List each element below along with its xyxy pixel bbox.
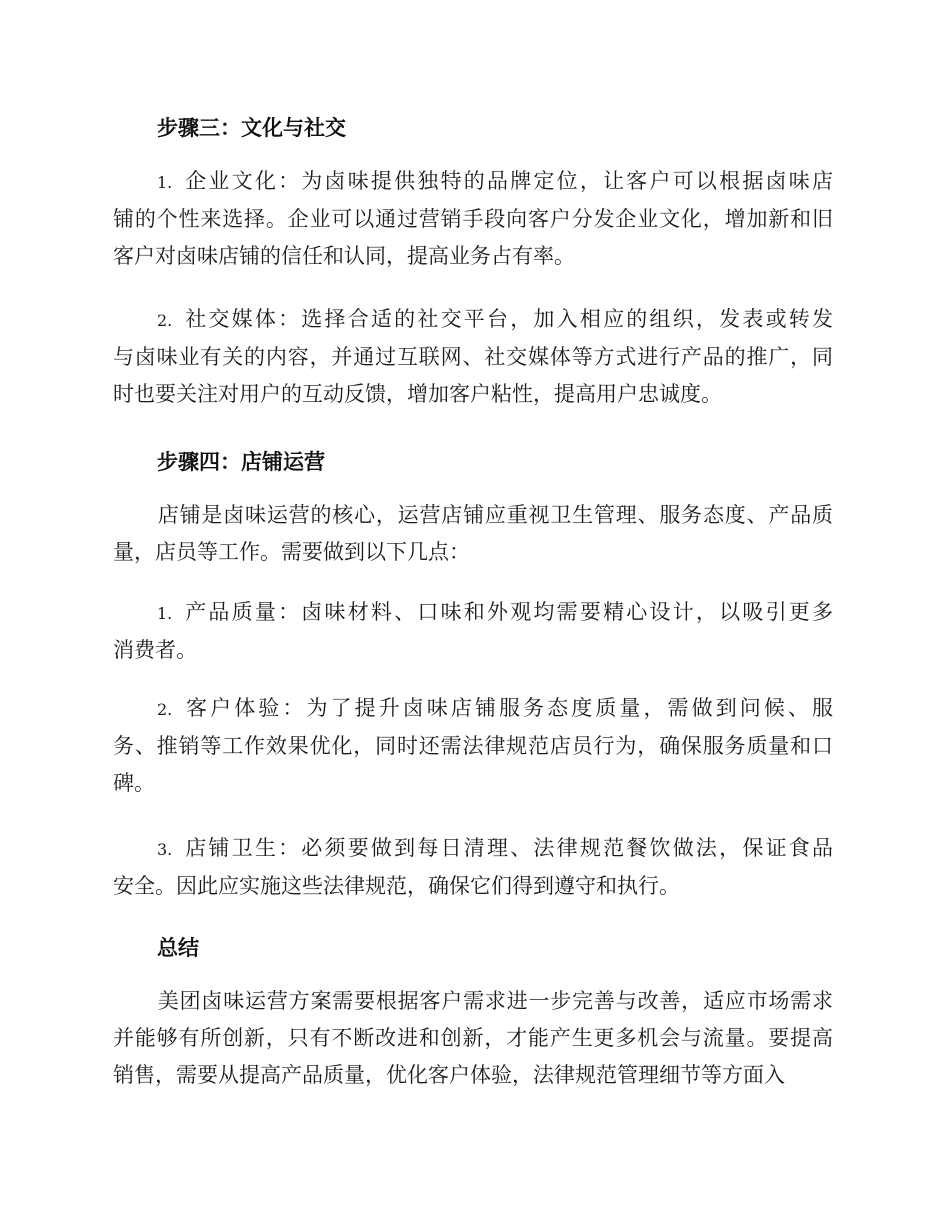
list-item-text: 店铺卫生：必须要做到每日清理、法律规范餐饮做法，保证食品 [183, 836, 833, 860]
paragraph-summary [113, 983, 833, 1094]
list-item-text: 企业文化：为卤味提供独特的品牌定位，让客户可以根据卤味店 [183, 169, 833, 193]
list-item-text: 产品质量：卤味材料、口味和外观均需要精心设计，以吸引更多 [183, 600, 833, 624]
paragraph-line: 销售，需要从提高产品质量，优化客户体验，法律规范管理细节等方面入 [113, 1063, 785, 1087]
paragraph-line: 并能够有所创新，只有不断改进和创新，才能产生更多机会与流量。要提高 [113, 1026, 833, 1050]
list-number: 3. [157, 840, 173, 859]
paragraph-line: 务、推销等工作效果优化，同时还需法律规范店员行为，确保服务质量和口 [113, 734, 833, 758]
list-number: 2. [157, 311, 173, 330]
section-heading-step-3: 步骤三：文化与社交 [157, 116, 346, 140]
paragraph-line: 安全。因此应实施这些法律规范，确保它们得到遵守和执行。 [113, 874, 680, 898]
list-item-text: 社交媒体：选择合适的社交平台，加入相应的组织，发表或转发 [183, 307, 833, 331]
paragraph-line: 铺的个性来选择。企业可以通过营销手段向客户分发企业文化，增加新和旧 [113, 207, 833, 231]
paragraph-store-operations-intro [113, 497, 833, 571]
list-item-product-quality [113, 594, 833, 669]
list-number: 1. [157, 604, 173, 623]
list-item-first-line [113, 690, 833, 728]
list-item-first-line [113, 830, 833, 868]
paragraph-line: 店铺是卤味运营的核心，运营店铺应重视卫生管理、服务态度、产品质 [157, 503, 833, 527]
list-item-corporate-culture [113, 163, 833, 275]
section-heading-step-4: 步骤四：店铺运营 [157, 450, 325, 474]
paragraph-line: 量，店员等工作。需要做到以下几点： [113, 540, 470, 564]
paragraph-line: 碑。 [113, 771, 155, 795]
paragraph-line: 客户对卤味店铺的信任和认同，提高业务占有率。 [113, 244, 575, 268]
paragraph-line: 与卤味业有关的内容，并通过互联网、社交媒体等方式进行产品的推广，同 [113, 345, 833, 369]
list-item-first-line [113, 301, 833, 339]
list-item-first-line [113, 163, 833, 201]
list-number: 1. [157, 173, 173, 192]
list-item-social-media [113, 301, 833, 413]
list-item-store-hygiene [113, 830, 833, 905]
list-item-customer-experience [113, 690, 833, 802]
paragraph-line: 消费者。 [113, 638, 197, 662]
paragraph-line: 时也要关注对用户的互动反馈，增加客户粘性，提高用户忠诚度。 [113, 382, 722, 406]
paragraph-line: 美团卤味运营方案需要根据客户需求进一步完善与改善，适应市场需求 [157, 989, 833, 1013]
list-item-first-line [113, 594, 833, 632]
section-heading-summary: 总结 [157, 936, 199, 960]
list-number: 2. [157, 700, 173, 719]
list-item-text: 客户体验：为了提升卤味店铺服务态度质量，需做到问候、服 [183, 696, 833, 720]
